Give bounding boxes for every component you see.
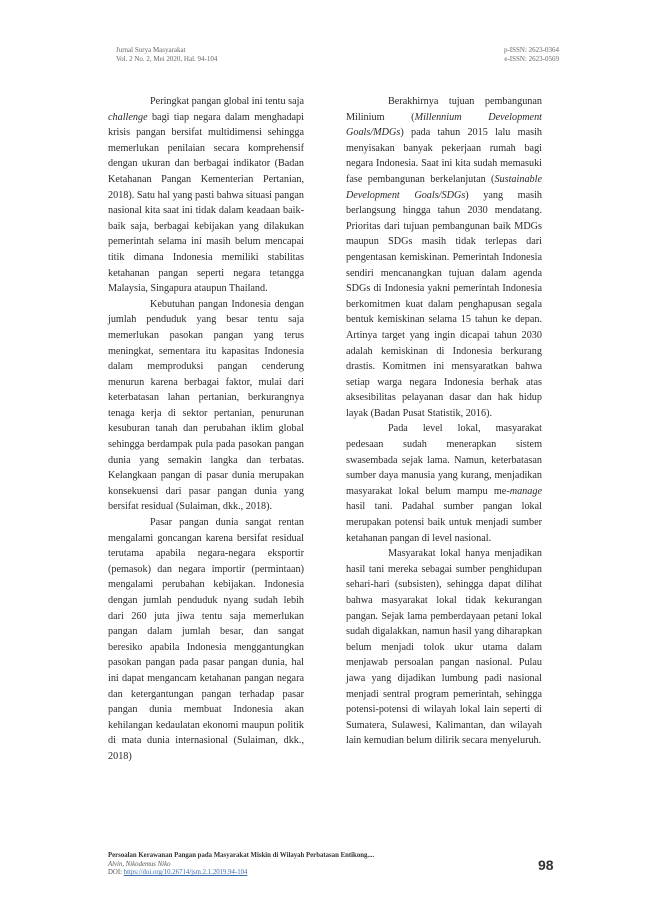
article-authors: Alvin, Nikodemus Niko [108, 860, 171, 868]
left-column [108, 94, 304, 765]
p-issn: p-ISSN: 2623-0364 [503, 46, 559, 54]
article-title: Persoalan Kerawanan Pangan pada Masyarakat Miskin di Wilayah Perbatasan Entikong.... [108, 852, 375, 859]
paragraph: Masyarakat lokal hanya menjadikan hasil tani mereka sebagai sumber penghidupan sehari-hari (subsisten), sehingga dapat dilihat bahwa masyarakat lokal tidak kekurangan pangan. Sejak lama pemberdayaan petani lokal sudah digalakkan, namun hasil yang diharapkan belum menjadi tolok ukur utama dalam menjawab persoalan pangan nasional. Pulau jawa yang dijadikan lumbung padi nasional menjadi sentral program pemerintah, sehingga potensi-potensi di wilayah lokal lain seperti di Sumatera, Sulawesi, Kalimantan, dan wilayah lain kemudian belum dilirik secara menyeluruh. [346, 548, 542, 747]
running-header-right [504, 46, 559, 64]
footer [108, 852, 374, 878]
doi-label: DOI: [108, 869, 124, 877]
paragraph: Pasar pangan dunia sangat rentan mengalami goncangan karena bersifat residual terutama apabila negara-negara eksportir (pemasok) dan negara importir (permintaan) mengalami perubahan kebijakan. Indonesia dengan jumlah penduduk nyang sudah lebih dari 260 juta jiwa tentu saja memerlukan pangan dalam jumlah besar, dan sangat beresiko apabila Indonesia menggantungkan pasokan pangan pada pasar pangan dunia, hal ini dapat mengancam ketahanan pangan negara dan ketergantungan pangan terhadap pasar pangan dunia membuat Indonesia akan kehilangan kedaulatan ekonomi maupun politik di mata dunia internasional (Sulaiman, dkk., 2018) [108, 517, 304, 762]
right-column [346, 94, 542, 749]
paragraph: Peringkat pangan global ini tentu saja challenge bagi tiap negara dalam menghadapi krisis pangan bersifat multidimensi sehingga memerlukan penilaian secara komprehensif dengan ukuran dan berbagai indikator (Badan Ketahanan Pangan Kementerian Pertanian, 2018). Satu hal yang pasti bahwa situasi pangan nasional kita saat ini tidak dalam keadaan baik-baik saja, berbagai kebijakan yang dilakukan pemerintah selama ini masih belum mencapai titik dimana Indonesia memiliki stabilitas ketahanan pangan seperti negara tetangga Malaysia, Singapura ataupun Thailand. [108, 96, 304, 295]
doi-link[interactable]: https://doi.org/10.26714/jsm.2.1.2019.94-104 [123, 869, 248, 877]
doi-line [108, 869, 374, 878]
emphasis: Sustainable Development Goals/SDGs [346, 173, 542, 201]
journal-name: Jurnal Surya Masyarakat [116, 46, 186, 54]
emphasis: challenge [108, 111, 148, 123]
paragraph: Berakhirnya tujuan pembangunan Milinium (Millennium Development Goals/MDGs) pada tahun 2015 lalu masih menyisakan banyak pekerjaan rumah bagi negara Indonesia. Saat ini kita sudah memasuki fase pembangunan berkelanjutan (Sustainable Development Goals/SDGs) yang masih berlangsung hingga tahun 2030 mendatang. Prioritas dari tujuan pembangunan baik MDGs maupun SDGs masih tidak terlepas dari pengentasan kemiskinan. Pemerintah Indonesia sendiri mencanangkan tujuan dalam agenda SDGs di Indonesia yakni pemerintah Indonesia berkomitmen kuat dalam penghapusan segala bentuk kemiskinan selama 15 tahun ke depan. Artinya target yang ingin dicapai tahun 2030 adalah kemiskinan di Indonesia berkurang drastis. Komitmen ini mensyaratkan bahwa setiap warga negara Indonesia berhak atas aksesibilitas pelayanan dasar dan hak hidup layak (Badan Pusat Statistik, 2016). [346, 96, 543, 419]
volume-info: Vol. 2 No. 2, Mei 2020, Hal. 94-104 [116, 55, 218, 63]
emphasis: Millennium Development Goals/MDGs [346, 111, 543, 139]
paragraph: Pada level lokal, masyarakat pedesaan sudah menerapkan sistem swasembada sejak lama. Namun, keterbatasan sumber daya manusia yang kurang, menjadikan masyarakat lokal belum mampu me-manage hasil tani. Padahal sumber pangan lokal merupakan potensi baik untuk menjadi sumber ketahanan pangan di level nasional. [346, 423, 542, 544]
page-number: 98 [538, 857, 554, 873]
emphasis: manage [509, 485, 542, 497]
running-header-left [116, 46, 217, 64]
paragraph: Kebutuhan pangan Indonesia dengan jumlah penduduk yang besar tentu saja memerlukan pasokan pangan yang terus meningkat, sementara itu kapasitas Indonesia dalam memproduksi pangan cenderung menurun karena berbagai faktor, mulai dari keterbatasan lahan pertanian, berkurangnya tenaga kerja di sektor pertanian, penurunan kesuburan tanah dan perubahan iklim global sehingga berdampak pula pada pasokan pangan dunia yang semakin langka dan terbatas. Kelangkaan pangan di pasar dunia merupakan konsekuensi dari pasar pangan dunia yang bersifat residual (Sulaiman, dkk., 2018). [108, 298, 304, 513]
e-issn: e-ISSN: 2623-0569 [504, 55, 559, 63]
